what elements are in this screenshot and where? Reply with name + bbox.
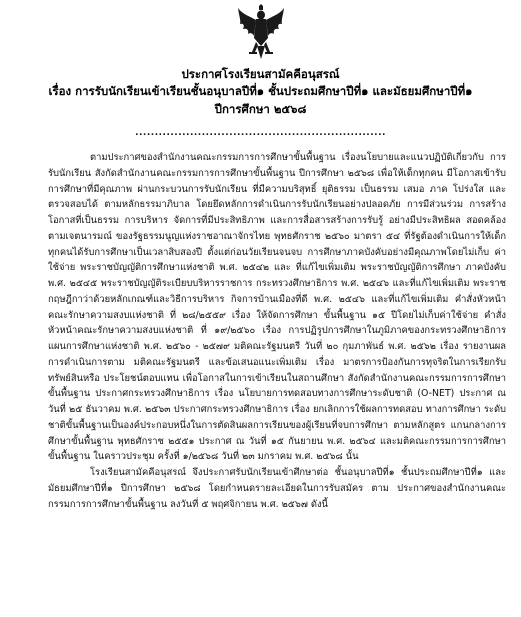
dotted-separator: ................................................................: [135, 128, 386, 138]
announcement-title: ประกาศโรงเรียนสามัคคีอนุสรณ์: [181, 67, 340, 81]
body-paragraph-1: ตามประกาศของสำนักงานคณะกรรมการการศึกษาขั้นพื้นฐาน เรื่องนโยบายและแนวปฏิบัติเกี่ยวกับ การรับนักเรียน สังกัดสำนักงานคณะกรรมการการศึกษาขั้นพื้นฐาน ปีการศึกษา ๒๕๖๘ เพื่อให้เด็กทุกคน มีโอกาสเข้ารับการศึกษาที่มีคุณภาพ ผ่านกระบวนการรับนักเรียน ที่มีความบริสุทธิ์ ยุติธรรม เป็นธรรม เสมอ ภาค โปร่งใส และตรวจสอบได้ ตามหลักธรรมาภิบาล โดยยึดหลักการดำเนินการรับนักเรียนอย่างปลอดภัย การมีส่วนร่วม การสร้างโอกาสที่เป็นธรรม การบริหาร จัดการที่มีประสิทธิภาพ และการสื่อสารสร้างการรับรู้ อย่างมีประสิทธิผล สอดคล้องตามเจตนารมณ์ ของรัฐธรรมนูญแห่งราชอาณาจักรไทย พุทธศักราช ๒๕๖๐ มาตรา ๕๔ ที่รัฐต้องดำเนินการให้เด็กทุกคนได้รับการศึกษาเป็นเวลาสิบสองปี ตั้งแต่ก่อนวัยเรียนจนจบ การศึกษาภาคบังคับอย่างมีคุณภาพโดยไม่เก็บ ค่าใช้จ่าย พระราชบัญญัติการศึกษาแห่งชาติ พ.ศ. ๒๕๔๒ และ ที่แก้ไขเพิ่มเติม พระราชบัญญัติการศึกษา ภาคบังคับ พ.ศ. ๒๕๔๕ พระราชบัญญัติระเบียบบริหารราชการ กระทรวงศึกษาธิการ พ.ศ. ๒๕๔๖ และที่แก้ไขเพิ่มเติม พระราชกฤษฎีกาว่าด้วยหลักเกณฑ์และวิธีการบริหาร กิจการบ้านเมืองที่ดี พ.ศ. ๒๕๔๖ และที่แก้ไขเพิ่มเติม คำสั่งหัวหน้าคณะรักษาความสงบแห่งชาติ ที่ ๒๘/๒๕๕๙ เรื่อง ให้จัดการศึกษา ขั้นพื้นฐาน ๑๕ ปีโดยไม่เก็บค่าใช้จ่าย คำสั่งหัวหน้าคณะรักษาความสงบแห่งชาติ ที่ ๑๙/๒๕๖๐ เรื่อง การปฏิรูปการศึกษาในภูมิภาคของกระทรวงศึกษาธิการ แผนการศึกษาแห่งชาติ พ.ศ. ๒๕๖๐ - ๒๕๗๙ มติคณะรัฐมนตรี วันที่ ๒๐ กุมภาพันธ์ พ.ศ. ๒๕๖๒ เรื่อง รายงานผลการดำเนินการตาม มติคณะรัฐมนตรี และข้อเสนอแนะเพิ่มเติม เรื่อง มาตรการป้องกันการทุจริตในการเรียกรับทรัพย์สินหรือ ประโยชน์ตอบแทน เพื่อโอกาสในการเข้าเรียนในสถานศึกษา สังกัดสำนักงานคณะกรรมการการศึกษา ขั้นพื้นฐาน ประกาศกระทรวงศึกษาธิการ เรื่อง นโยบายการทดสอบทางการศึกษาระดับชาติ (O-NET) ประกาศ ณ วันที่ ๒๕ ธันวาคม พ.ศ. ๒๕๖๓ ประกาศกระทรวงศึกษาธิการ เรื่อง ยกเลิกการใช้ผลการทดสอบ ทางการศึกษา ระดับชาติขั้นพื้นฐานเป็นองค์ประกอบหนึ่งในการตัดสินผลการเรียนของผู้เรียนที่จบการศึกษา ตามหลักสูตร แกนกลางการศึกษาขั้นพื้นฐาน พุทธศักราช ๒๕๕๑ ประกาศ ณ วันที่ ๑๕ กันยายน พ.ศ. ๒๕๖๔ และมติคณะกรรมการการศึกษาขั้นพื้นฐาน ในคราวประชุม ครั้งที่ ๑/๒๕๖๘ วันที่ ๒๓ มกราคม พ.ศ. ๒๕๖๘ นั้น: [48, 152, 506, 463]
garuda-emblem-icon: [237, 4, 285, 60]
body-paragraph-2: โรงเรียนสามัคคีอนุสรณ์ จึงประกาศรับนักเรียนเข้าศึกษาต่อ ชั้นอนุบาลปีที่๑ ชั้นประถมศึกษาปีที่๑ และมัธยมศึกษาปีที่๑ ปีการศึกษา ๒๕๖๘ โดยกำหนดรายละเอียดในการรับสมัคร ตาม ประกาศของสำนักงานคณะกรรมการการศึกษาขั้นพื้นฐาน ลงวันที่ ๕ พฤศจิกายน พ.ศ. ๒๕๖๗ ดังนี้: [48, 467, 506, 510]
announcement-body: [48, 150, 506, 512]
academic-year: ปีการศึกษา ๒๕๖๘: [214, 102, 307, 116]
announcement-subject: เรื่อง การรับนักเรียนเข้าเรียนชั้นอนุบาลปีที่๑ ชั้นประถมศึกษาปีที่๑ และมัธยมศึกษาปีที่๑: [48, 84, 473, 98]
